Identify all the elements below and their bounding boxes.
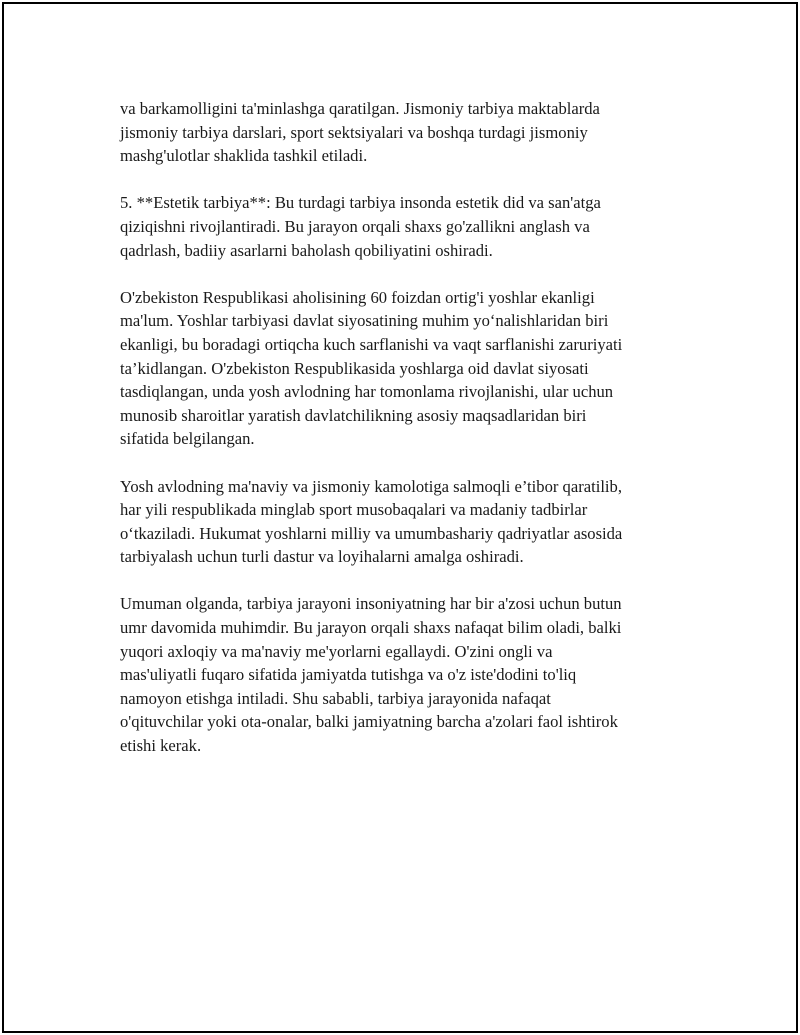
paragraph-conclusion — [120, 592, 690, 757]
document-body — [120, 97, 690, 781]
text-line: ekanligi, bu boradagi ortiqcha kuch sarflanishi va vaqt sarflanishi zaruriyati — [120, 334, 623, 354]
document-page — [2, 2, 798, 1033]
text-line: O'zbekiston Respublikasi aholisining 60 foizdan ortig'i yoshlar ekanligi — [120, 287, 595, 307]
text-line: jismoniy tarbiya darslari, sport sektsiyalari va boshqa turdagi jismoniy — [120, 122, 588, 142]
paragraph-youth-development — [120, 475, 690, 569]
text-line: etishi kerak. — [120, 736, 202, 756]
text-line: qiziqishni rivojlantiradi. Bu jarayon orqali shaxs go'zallikni anglash va — [120, 216, 590, 236]
text-line: o'qituvchilar yoki ota-onalar, balki jamiyatning barcha a'zolari faol ishtirok — [120, 712, 618, 732]
text-line: umr davomida muhimdir. Bu jarayon orqali shaxs nafaqat bilim oladi, balki — [120, 618, 622, 638]
text-line: munosib sharoitlar yaratish davlatchilikning asosiy maqsadlaridan biri — [120, 405, 587, 425]
text-line: tasdiqlangan, unda yosh avlodning har tomonlama rivojlanishi, ular uchun — [120, 382, 614, 402]
text-line: sifatida belgilangan. — [120, 429, 255, 449]
text-line: tarbiyalash uchun turli dastur va loyihalarni amalga oshiradi. — [120, 547, 524, 567]
text-line: va barkamolligini ta'minlashga qaratilgan. Jismoniy tarbiya maktablarda — [120, 99, 600, 118]
paragraph-aesthetic-education — [120, 191, 690, 262]
text-line: namoyon etishga intiladi. Shu sababli, tarbiya jarayonida nafaqat — [120, 688, 551, 708]
text-line: 5. **Estetik tarbiya**: Bu turdagi tarbiya insonda estetik did va san'atga — [120, 193, 601, 213]
text-line: mashg'ulotlar shaklida tashkil etiladi. — [120, 146, 368, 166]
text-line: ta’kidlangan. O'zbekiston Respublikasida yoshlarga oid davlat siyosati — [120, 358, 589, 378]
text-line: ma'lum. Yoshlar tarbiyasi davlat siyosatining muhim yo‘nalishlaridan biri — [120, 311, 609, 331]
paragraph-physical-education-continuation — [120, 97, 690, 168]
text-line: yuqori axloqiy va ma'naviy me'yorlarni egallaydi. O'zini ongli va — [120, 641, 553, 661]
text-line: Yosh avlodning ma'naviy va jismoniy kamolotiga salmoqli e’tibor qaratilib, — [120, 476, 622, 496]
text-line: Umuman olganda, tarbiya jarayoni insoniyatning har bir a'zosi uchun butun — [120, 594, 622, 614]
paragraph-youth-policy — [120, 286, 690, 451]
text-line: qadrlash, badiiy asarlarni baholash qobiliyatini oshiradi. — [120, 240, 493, 260]
text-line: mas'uliyatli fuqaro sifatida jamiyatda tutishga va o'z iste'dodini to'liq — [120, 665, 577, 685]
text-line: o‘tkaziladi. Hukumat yoshlarni milliy va umumbashariy qadriyatlar asosida — [120, 523, 623, 543]
text-line: har yili respublikada minglab sport musobaqalari va madaniy tadbirlar — [120, 500, 588, 520]
